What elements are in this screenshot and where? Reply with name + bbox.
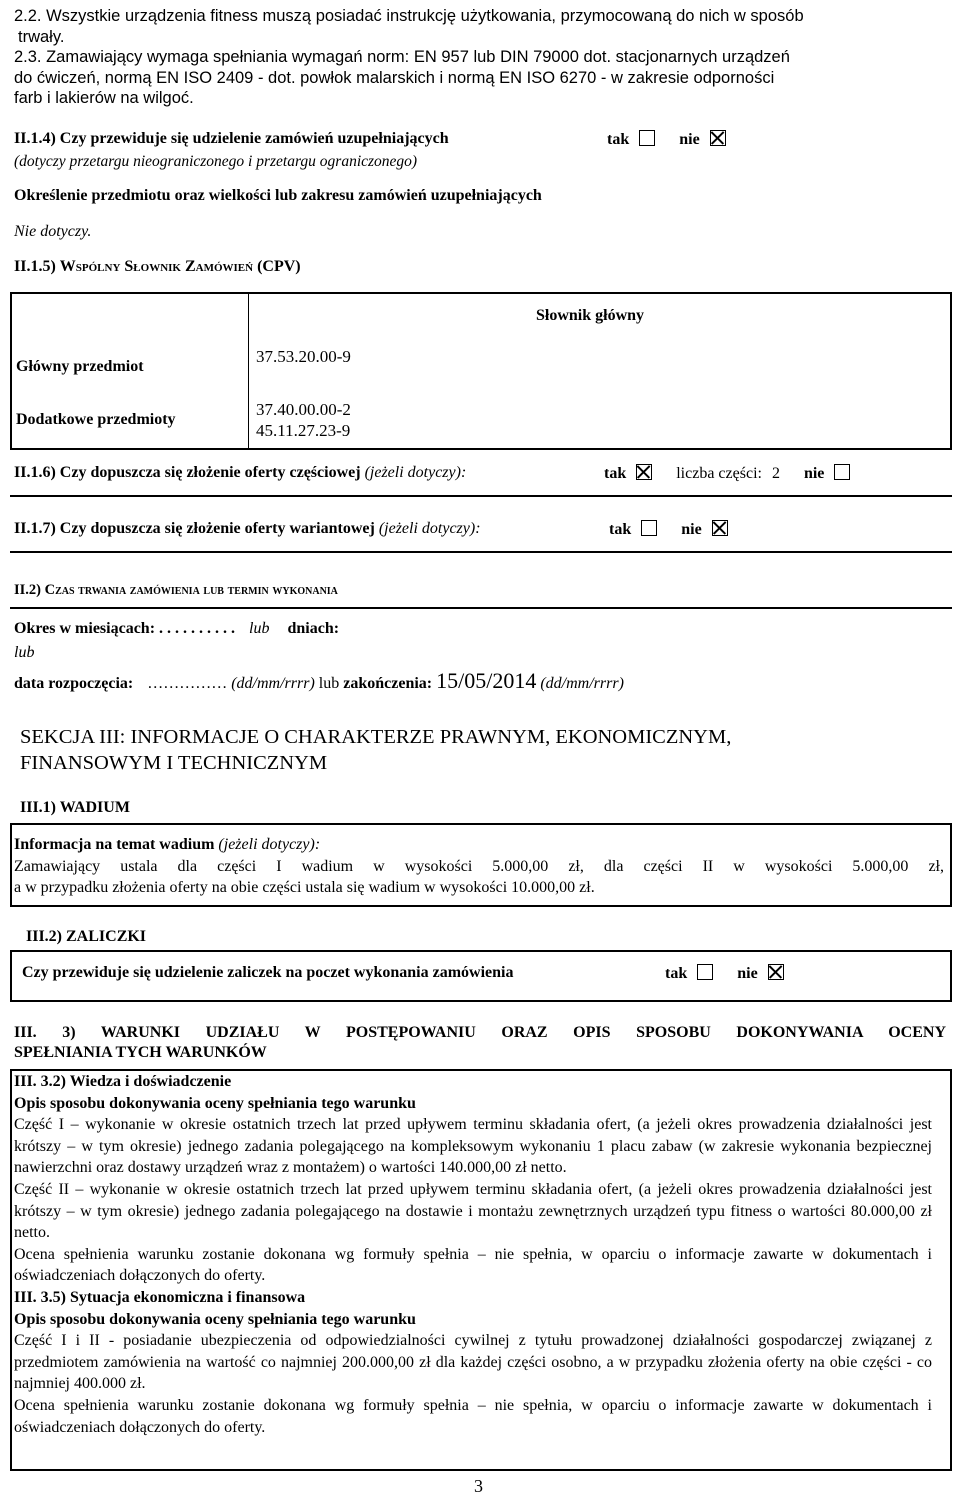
months-dots: . . . . . . . . . . bbox=[159, 620, 236, 637]
s22-title-prefix: II.2) bbox=[14, 582, 45, 598]
nie-label: nie bbox=[681, 521, 702, 538]
warunki-title-line-2: SPEŁNIANIA TYCH WARUNKÓW bbox=[14, 1044, 267, 1061]
lub-text: lub bbox=[14, 644, 35, 661]
s216-options bbox=[604, 464, 850, 483]
s22-dates-row bbox=[14, 668, 624, 694]
wadium-title: III.1) WADIUM bbox=[20, 799, 130, 816]
zaliczki-options bbox=[665, 964, 784, 983]
warunki-title bbox=[14, 1023, 946, 1063]
wadium-info-row bbox=[14, 836, 320, 854]
s214-subtitle: (dotyczy przetargu nieograniczonego i przetargu ograniczonego) bbox=[14, 153, 418, 170]
wadium-line: Zamawiający ustala dla części I wadium w wysokości 5.000,00 zł, dla części II w wysokości 5.000,00 zł, bbox=[14, 858, 944, 875]
s22-months-row bbox=[14, 620, 339, 638]
nie-label: nie bbox=[679, 131, 700, 148]
parts-label: liczba części: bbox=[676, 465, 762, 482]
page-number: 3 bbox=[474, 1476, 483, 1496]
divider bbox=[10, 607, 952, 609]
s214-heading: Określenie przedmiotu oraz wielkości lub zakresu zamówień uzupełniających bbox=[14, 187, 542, 204]
warunki-p4: Część I i II - posiadanie ubezpieczenia od odpowiedzialności cywilnej z tytułu prowadzonej działalności gospodarczej związanej z przedmiotem zamówienia na wartość co najmniej 200.000,00 zł dla każdej części osobno, a w przypadku złożenia oferty na obie części - co najmniej 400.000 zł. bbox=[14, 1332, 932, 1393]
s217-options bbox=[609, 520, 728, 539]
checkbox-nie-checked[interactable] bbox=[768, 964, 784, 980]
checkbox-tak-checked[interactable] bbox=[636, 464, 652, 480]
divider bbox=[248, 294, 249, 448]
date-format: (dd/mm/rrrr) bbox=[231, 675, 315, 692]
s214-question: II.1.4) Czy przewiduje się udzielenie zamówień uzupełniających bbox=[14, 130, 449, 147]
days-label: dniach: bbox=[287, 620, 340, 637]
wadium-text-2: a w przypadku złożenia oferty na obie części ustala się wadium w wysokości 10.000,00 zł. bbox=[14, 879, 595, 896]
divider bbox=[10, 495, 952, 497]
wadium-info: Informacja na temat wadium bbox=[14, 836, 215, 853]
s22-title bbox=[14, 582, 338, 599]
cpv-extra-code-2: 45.11.27.23-9 bbox=[256, 421, 351, 440]
wadium-text-1 bbox=[14, 858, 944, 876]
zaliczki-question: Czy przewiduje się udzielenie zaliczek na poczet wykonania zamówienia bbox=[22, 964, 514, 981]
start-dots: …………… bbox=[147, 675, 228, 692]
cpv-title-prefix: II.1.5) bbox=[14, 258, 60, 275]
top-section bbox=[14, 6, 954, 109]
s216-question: II.1.6) Czy dopuszcza się złożenie oferty częściowej bbox=[14, 464, 361, 481]
parts-value: 2 bbox=[771, 465, 780, 482]
checkbox-tak[interactable] bbox=[641, 520, 657, 536]
section-3-line: SEKCJA III: INFORMACJE O CHARAKTERZE PRAWNYM, EKONOMICZNYM, bbox=[20, 726, 732, 748]
warunki-h1: III. 3.2) Wiedza i doświadczenie bbox=[14, 1073, 232, 1090]
section-3-title bbox=[20, 724, 731, 776]
s217-question: II.1.7) Czy dopuszcza się złożenie oferty wariantowej bbox=[14, 520, 375, 537]
nie-label: nie bbox=[737, 965, 758, 982]
warunki-h1b: Opis sposobu dokonywania oceny spełniania tego warunku bbox=[14, 1094, 416, 1112]
warunki-h2b: Opis sposobu dokonywania oceny spełniania tego warunku bbox=[14, 1310, 416, 1328]
warunki-p3: Ocena spełnienia warunku zostanie dokonana wg formuły spełnia – nie spełnia, w oparciu o informacje zawarte w dokumentach i oświadczeniach dołączonych do oferty. bbox=[14, 1245, 932, 1285]
warunki-p5: Ocena spełnienia warunku zostanie dokonana wg formuły spełnia – nie spełnia, w oparciu o informacje zawarte w dokumentach i oświadczeniach dołączonych do oferty. bbox=[14, 1396, 932, 1436]
warunki-h2: III. 3.5) Sytuacja ekonomiczna i finansowa bbox=[14, 1288, 306, 1306]
checkbox-nie[interactable] bbox=[834, 464, 850, 480]
nie-label: nie bbox=[803, 465, 825, 482]
s217-row bbox=[14, 520, 481, 538]
s214-options bbox=[607, 130, 726, 149]
wadium-cond: (jeżeli dotyczy): bbox=[218, 836, 321, 853]
lub-text: lub bbox=[318, 675, 340, 692]
warunki-p2: Część II – wykonanie w okresie ostatnich trzech lat przed upływem terminu składania ofert, (a jeżeli okres prowadzenia działalności jest krótszy – w tym okresie) jednego zadania polegającego na dostawie i montażu zewnętrznych urządzeń typu fitness o wartości 80.000,00 zł netto. bbox=[14, 1180, 932, 1242]
cpv-col-header: Słownik główny bbox=[536, 307, 645, 324]
zaliczki-title: III.2) ZALICZKI bbox=[26, 928, 147, 945]
text-line: farb i lakierów na wilgoć. bbox=[14, 89, 194, 107]
warunki-content bbox=[14, 1071, 932, 1438]
s216-cond: (jeżeli dotyczy): bbox=[364, 464, 467, 481]
end-label: zakończenia: bbox=[343, 675, 433, 692]
date-format: (dd/mm/rrrr) bbox=[540, 675, 624, 692]
checkbox-nie-checked[interactable] bbox=[712, 520, 728, 536]
cpv-extra-label: Dodatkowe przedmioty bbox=[16, 411, 176, 428]
text-line: 2.3. Zamawiający wymaga spełniania wymagań norm: EN 957 lub DIN 79000 dot. stacjonarnych urządzeń bbox=[14, 48, 790, 66]
start-label: data rozpoczęcia: bbox=[14, 675, 134, 692]
section-3-line: FINANSOWYM I TECHNICZNYM bbox=[20, 752, 328, 774]
lub-text: lub bbox=[249, 620, 270, 637]
checkbox-tak[interactable] bbox=[697, 964, 713, 980]
text-line: 2.2. Wszystkie urządzenia fitness muszą posiadać instrukcję użytkowania, przymocowaną do nich w sposób bbox=[14, 7, 804, 25]
checkbox-nie-checked[interactable] bbox=[710, 130, 726, 146]
warunki-title-line-1: III. 3) WARUNKI UDZIAŁU W POSTĘPOWANIU ORAZ OPIS SPOSOBU DOKONYWANIA OCENY bbox=[14, 1024, 946, 1041]
checkbox-tak[interactable] bbox=[639, 130, 655, 146]
tak-label: tak bbox=[665, 965, 688, 982]
cpv-title-text: Wspólny Słownik Zamówień (CPV) bbox=[59, 258, 301, 275]
tak-label: tak bbox=[607, 131, 630, 148]
cpv-main-label: Główny przedmiot bbox=[16, 358, 144, 375]
end-value: 15/05/2014 bbox=[436, 668, 537, 693]
cpv-extra-code-1: 37.40.00.00-2 bbox=[256, 400, 351, 419]
cpv-main-code: 37.53.20.00-9 bbox=[256, 347, 351, 366]
s214-answer: Nie dotyczy. bbox=[14, 223, 92, 240]
s22-title-text: Czas trwania zamówienia lub termin wykonania bbox=[44, 582, 338, 598]
warunki-p1: Część I – wykonanie w okresie ostatnich trzech lat przed upływem terminu składania ofert, (a jeżeli okres prowadzenia działalności jest krótszy – w tym okresie) jednego zadania polegającego na kompleksowym wykonaniu 1 placu zabaw (w zakresie wykonania bezpiecznej nawierzchni oraz dostawy urządzeń wraz z montażem) o wartości 140.000,00 zł netto. bbox=[14, 1116, 932, 1177]
cpv-title bbox=[14, 258, 301, 276]
months-label: Okres w miesiącach: bbox=[14, 620, 156, 637]
s217-cond: (jeżeli dotyczy): bbox=[378, 520, 481, 537]
text-line: trwały. bbox=[18, 27, 65, 46]
divider bbox=[10, 551, 952, 553]
text-line: do ćwiczeń, normą EN ISO 2409 - dot. powłok malarskich i normą EN ISO 6270 - w zakresie odporności bbox=[14, 68, 775, 87]
s216-row bbox=[14, 464, 466, 482]
tak-label: tak bbox=[604, 465, 627, 482]
tak-label: tak bbox=[609, 521, 632, 538]
